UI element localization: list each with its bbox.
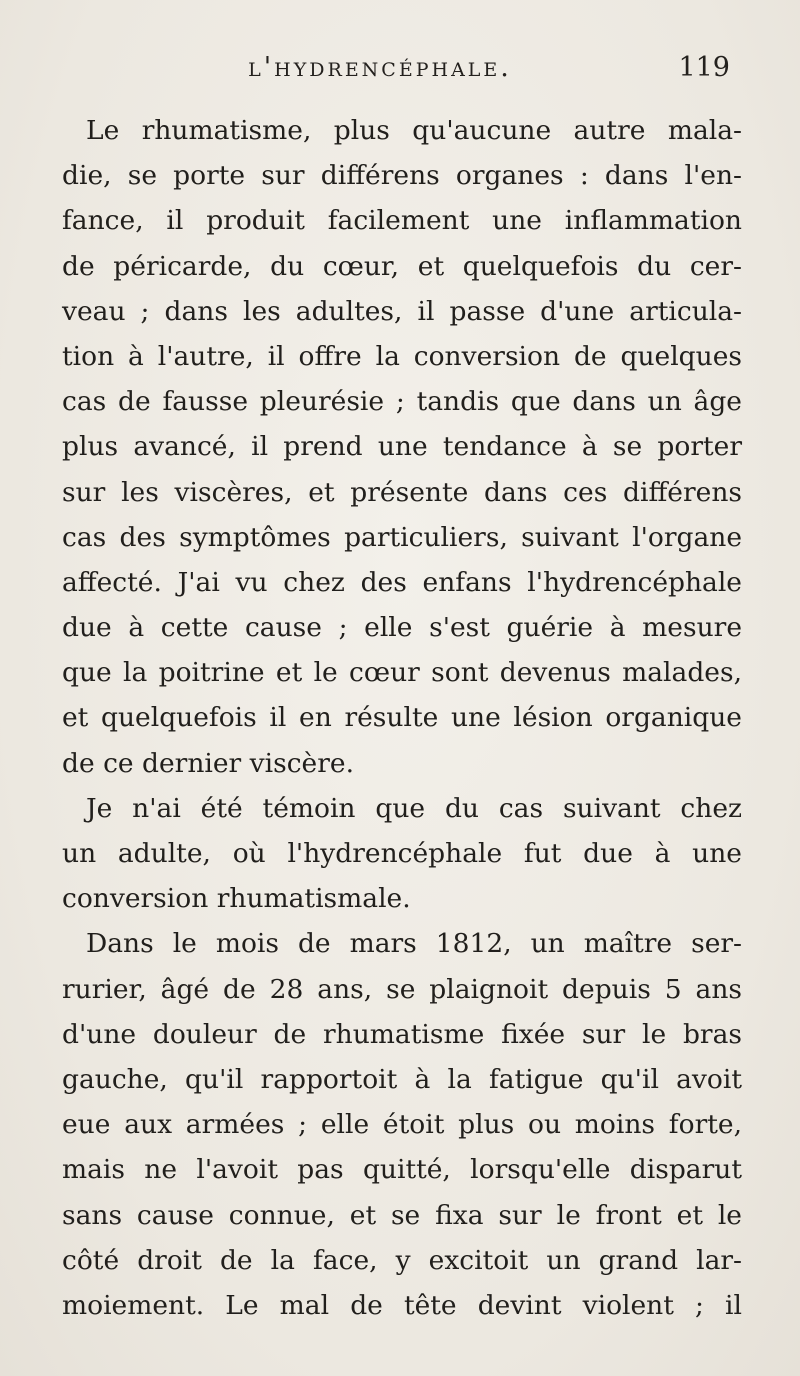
- text-line: sur les viscères, et présente dans ces différens: [62, 476, 742, 508]
- text-line: que la poitrine et le cœur sont devenus malades,: [62, 657, 742, 689]
- running-head: [0, 52, 800, 92]
- text-line: Je n'ai été témoin que du cas suivant chez: [86, 792, 742, 824]
- text-line: sans cause connue, et se fixa sur le front et le: [62, 1199, 742, 1231]
- text-line: d'une douleur de rhumatisme fixée sur le bras: [62, 1018, 742, 1050]
- text-line: cas des symptômes particuliers, suivant l'organe: [62, 521, 742, 553]
- text-line: eue aux armées ; elle étoit plus ou moins forte,: [62, 1109, 742, 1141]
- running-title: l'hydrencéphale.: [248, 52, 512, 83]
- body-text: [62, 108, 742, 1328]
- text-line: de péricarde, du cœur, et quelquefois du cer-: [62, 250, 742, 282]
- text-line: de ce dernier viscère.: [62, 747, 354, 779]
- text-line: fance, il produit facilement une inflammation: [62, 205, 742, 237]
- text-line: cas de fausse pleurésie ; tandis que dans un âge: [62, 386, 742, 418]
- text-line: conversion rhumatismale.: [62, 883, 411, 915]
- text-line: gauche, qu'il rapportoit à la fatigue qu'il avoit: [62, 1063, 742, 1095]
- text-line: moiement. Le mal de tête devint violent ; il: [62, 1289, 742, 1321]
- text-line: côté droit de la face, y excitoit un grand lar-: [62, 1244, 742, 1276]
- text-line: et quelquefois il en résulte une lésion organique: [62, 702, 742, 734]
- text-line: due à cette cause ; elle s'est guérie à mesure: [62, 612, 742, 644]
- text-line: Le rhumatisme, plus qu'aucune autre mala-: [86, 115, 742, 146]
- text-line: plus avancé, il prend une tendance à se porter: [62, 431, 742, 463]
- text-line: mais ne l'avoit pas quitté, lorsqu'elle disparut: [62, 1154, 742, 1186]
- page-number: 119: [678, 52, 730, 83]
- text-line: rurier, âgé de 28 ans, se plaignoit depuis 5 ans: [62, 973, 742, 1005]
- text-line: veau ; dans les adultes, il passe d'une articula-: [62, 295, 742, 327]
- text-line: un adulte, où l'hydrencéphale fut due à une: [62, 838, 742, 869]
- text-line: die, se porte sur différens organes : dans l'en-: [62, 160, 742, 192]
- text-line: affecté. J'ai vu chez des enfans l'hydrencéphale: [62, 566, 742, 598]
- text-line: tion à l'autre, il offre la conversion de quelques: [62, 340, 742, 372]
- text-line: Dans le mois de mars 1812, un maître ser-: [86, 928, 742, 960]
